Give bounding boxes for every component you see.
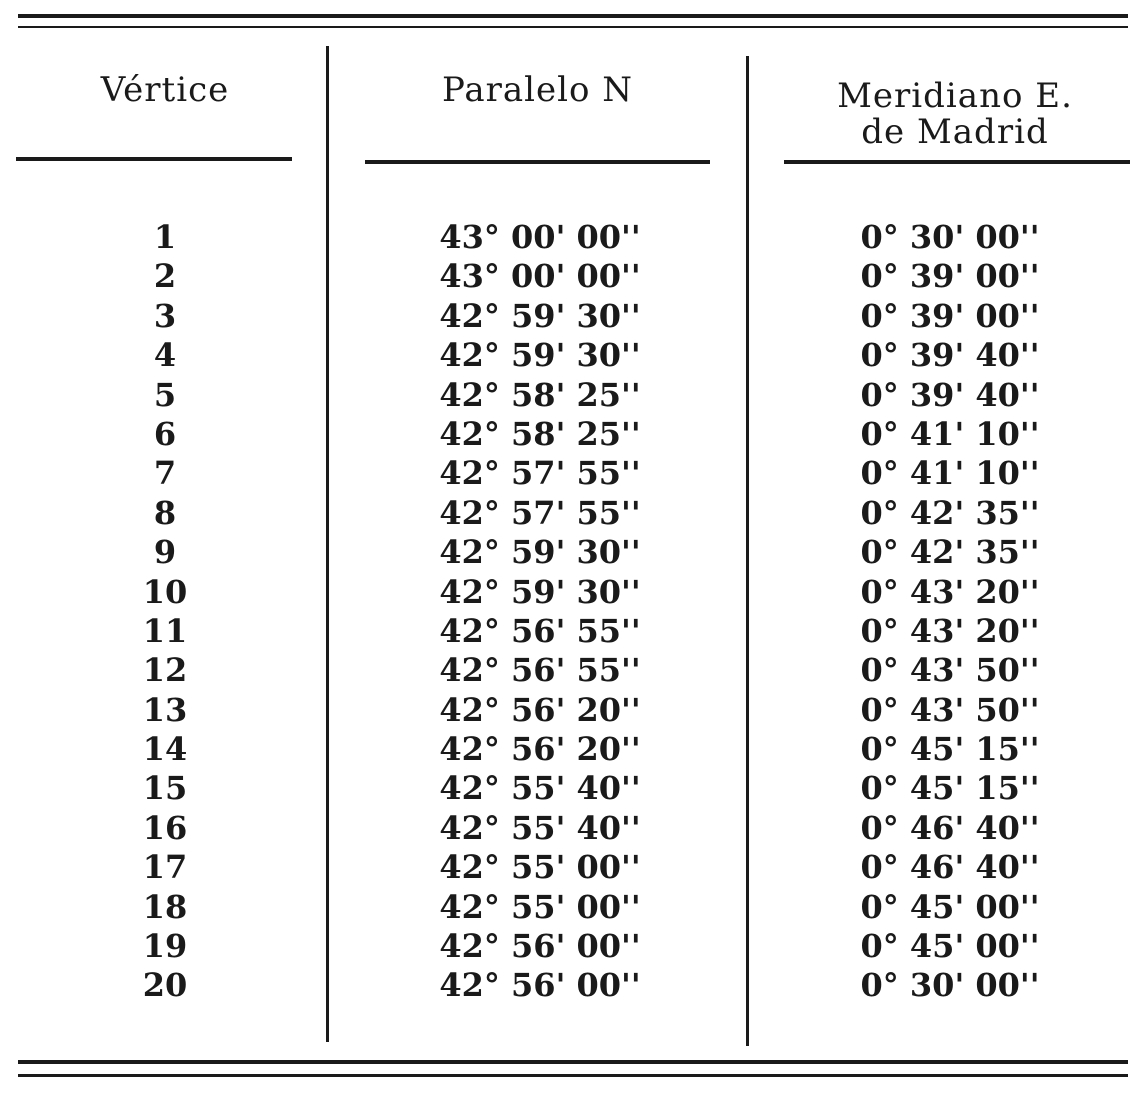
- cell-paralelo: 42° 56' 00'': [439, 966, 641, 1005]
- cell-vertice: 17: [142, 848, 188, 887]
- cell-paralelo: 42° 57' 55'': [439, 454, 641, 493]
- cell-vertice: 16: [142, 808, 188, 847]
- header-underline-vertice: [16, 157, 292, 161]
- header-underline-meridiano: [784, 160, 1130, 164]
- top-rule-thick: [18, 14, 1128, 18]
- column-divider-left: [326, 46, 329, 1042]
- cell-meridiano: 0° 43' 20'': [860, 611, 1040, 650]
- cell-vertice: 8: [153, 493, 177, 532]
- cell-paralelo: 42° 59' 30'': [439, 296, 641, 335]
- cell-meridiano: 0° 45' 15'': [860, 730, 1040, 769]
- cell-meridiano: 0° 39' 40'': [860, 375, 1040, 414]
- cell-paralelo: 42° 55' 40'': [439, 769, 641, 808]
- column-paralelo: [360, 218, 720, 1006]
- cell-paralelo: 42° 55' 00'': [439, 848, 641, 887]
- cell-vertice: 4: [153, 336, 177, 375]
- cell-vertice: 13: [142, 690, 188, 729]
- column-vertice: [30, 218, 300, 1006]
- cell-vertice: 10: [142, 572, 188, 611]
- cell-vertice: 3: [153, 296, 177, 335]
- cell-paralelo: 43° 00' 00'': [439, 257, 641, 296]
- cell-vertice: 1: [153, 218, 177, 256]
- cell-vertice: 5: [153, 375, 177, 414]
- cell-vertice: 11: [142, 611, 188, 650]
- cell-paralelo: 42° 56' 55'': [439, 611, 641, 650]
- cell-meridiano: 0° 39' 00'': [860, 257, 1040, 296]
- header-underline-paralelo: [365, 160, 710, 164]
- bottom-rule-thick: [18, 1060, 1128, 1064]
- cell-vertice: 6: [153, 414, 177, 453]
- cell-vertice: 2: [153, 257, 177, 296]
- cell-paralelo: 42° 59' 30'': [439, 336, 641, 375]
- cell-meridiano: 0° 41' 10'': [860, 414, 1040, 453]
- cell-paralelo: 42° 55' 40'': [439, 808, 641, 847]
- cell-paralelo: 42° 58' 25'': [439, 375, 641, 414]
- cell-meridiano: 0° 46' 40'': [860, 808, 1040, 847]
- cell-meridiano: 0° 45' 00'': [860, 927, 1040, 966]
- cell-vertice: 12: [142, 651, 188, 690]
- cell-paralelo: 42° 56' 20'': [439, 730, 641, 769]
- column-meridiano: [770, 218, 1130, 1006]
- cell-paralelo: 43° 00' 00'': [439, 218, 641, 256]
- cell-meridiano: 0° 43' 20'': [860, 572, 1040, 611]
- cell-meridiano: 0° 46' 40'': [860, 848, 1040, 887]
- header-paralelo: Paralelo N: [441, 70, 634, 110]
- cell-meridiano: 0° 42' 35'': [860, 493, 1040, 532]
- cell-meridiano: 0° 42' 35'': [860, 533, 1040, 572]
- cell-paralelo: 42° 59' 30'': [439, 533, 641, 572]
- cell-vertice: 14: [142, 730, 188, 769]
- cell-meridiano: 0° 39' 00'': [860, 296, 1040, 335]
- cell-meridiano: 0° 45' 00'': [860, 887, 1040, 926]
- cell-meridiano: 0° 30' 00'': [860, 966, 1040, 1005]
- cell-vertice: 15: [142, 769, 188, 808]
- cell-paralelo: 42° 56' 20'': [439, 690, 641, 729]
- cell-vertice: 9: [153, 533, 177, 572]
- cell-paralelo: 42° 57' 55'': [439, 493, 641, 532]
- cell-paralelo: 42° 58' 25'': [439, 414, 641, 453]
- header-meridiano: Meridiano E. de Madrid: [837, 76, 1073, 152]
- top-rule-thin: [18, 26, 1128, 28]
- cell-meridiano: 0° 43' 50'': [860, 690, 1040, 729]
- cell-meridiano: 0° 41' 10'': [860, 454, 1040, 493]
- cell-paralelo: 42° 55' 00'': [439, 887, 641, 926]
- cell-meridiano: 0° 43' 50'': [860, 651, 1040, 690]
- cell-vertice: 7: [153, 454, 177, 493]
- cell-paralelo: 42° 56' 00'': [439, 927, 641, 966]
- cell-meridiano: 0° 30' 00'': [860, 218, 1040, 256]
- header-vertice: Vértice: [100, 70, 230, 110]
- cell-vertice: 19: [142, 927, 188, 966]
- column-divider-right: [746, 56, 749, 1046]
- cell-meridiano: 0° 39' 40'': [860, 336, 1040, 375]
- cell-vertice: 20: [142, 966, 188, 1005]
- cell-vertice: 18: [142, 887, 188, 926]
- cell-paralelo: 42° 56' 55'': [439, 651, 641, 690]
- bottom-rule-thin: [18, 1074, 1128, 1077]
- cell-meridiano: 0° 45' 15'': [860, 769, 1040, 808]
- cell-paralelo: 42° 59' 30'': [439, 572, 641, 611]
